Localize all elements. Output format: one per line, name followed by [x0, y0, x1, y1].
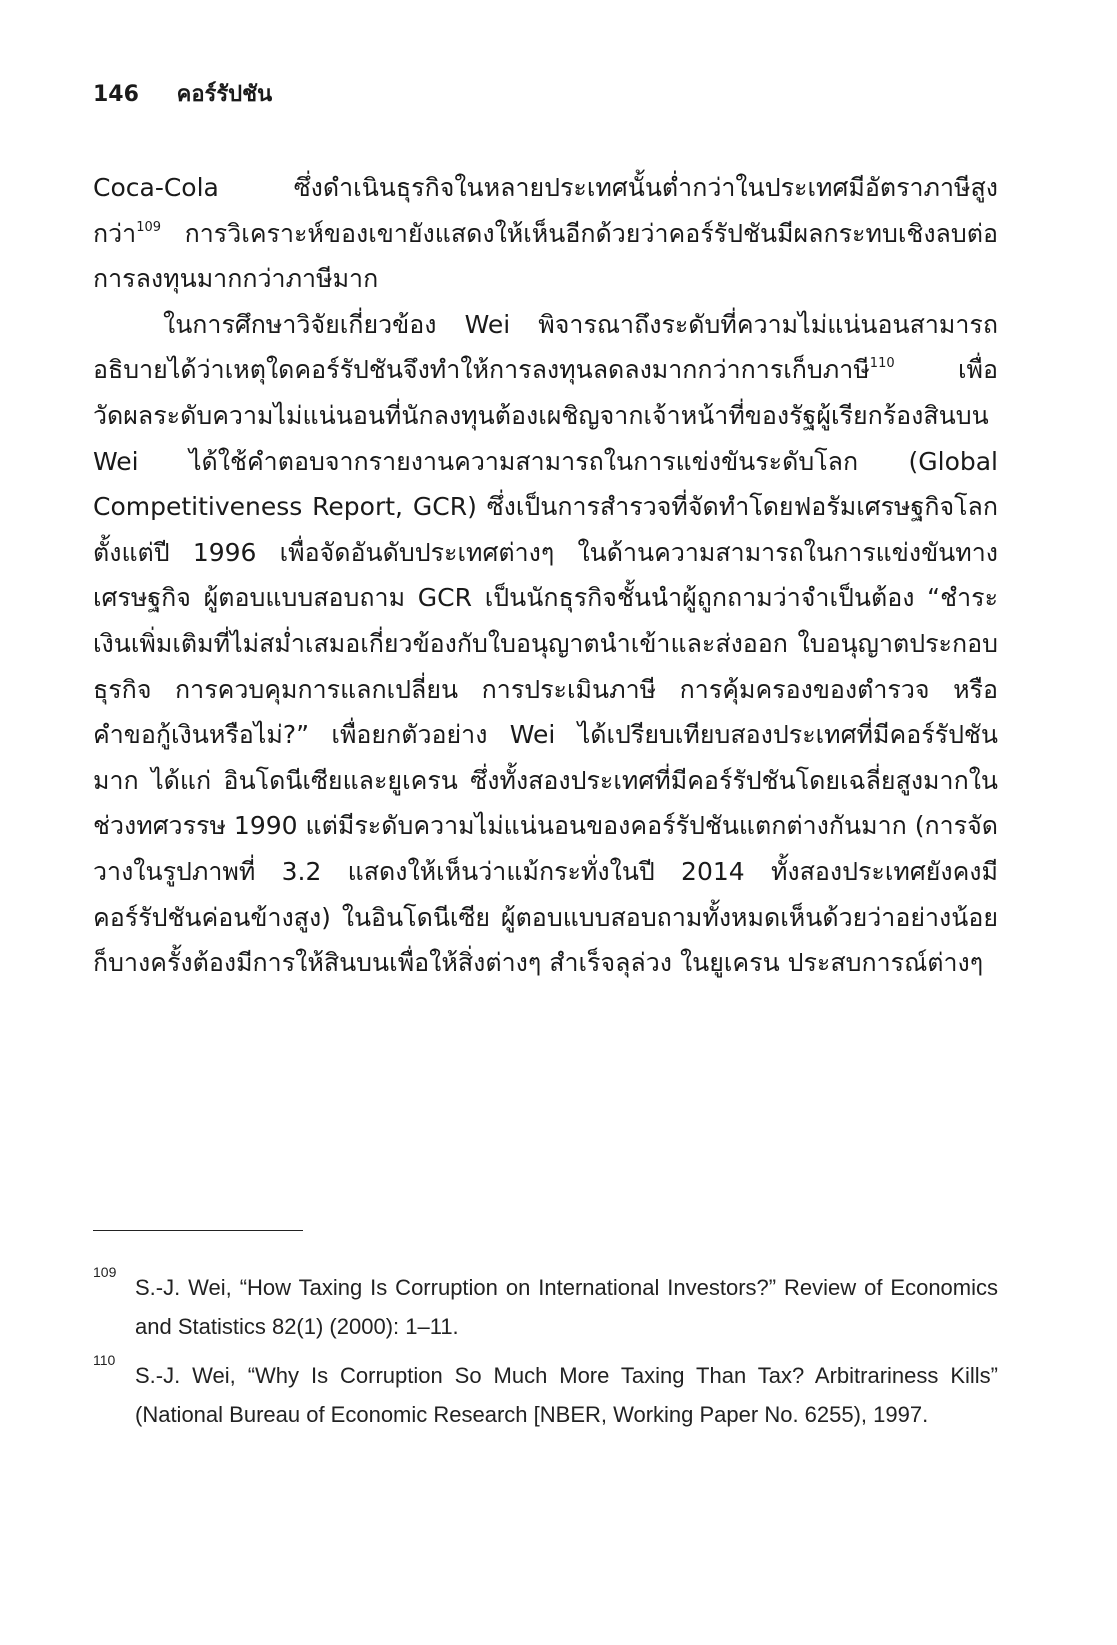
footnote-text: S.-J. Wei, “How Taxing Is Corruption on International Investors?” Review of Economics and Statistics 82(1) (2000): 1–11. — [135, 1275, 998, 1339]
paragraph-2 — [93, 302, 998, 986]
paragraph-2-text-a: ในการศึกษาวิจัยเกี่ยวข้อง Wei พิจารณาถึงระดับที่ความไม่แน่นอนสามารถอธิบายได้ว่าเหตุใดคอร์รัปชันจึงทำให้การลงทุนลดลงมากกว่าการเก็บภาษี — [93, 309, 998, 385]
page-number: 146 — [93, 82, 139, 107]
paragraph-1-text-b: การวิเคราะห์ของเขายังแสดงให้เห็นอีกด้วยว่าคอร์รัปชันมีผลกระทบเชิงลบต่อการลงทุนมากกว่าภาษีมาก — [93, 218, 998, 294]
body-text — [93, 165, 998, 986]
footnote-ref-109[interactable]: 109 — [136, 219, 162, 235]
footnote-ref-110[interactable]: 110 — [869, 356, 895, 372]
footnote-110 — [93, 1352, 998, 1434]
paragraph-1 — [93, 165, 998, 302]
footnote-divider — [93, 1230, 303, 1231]
running-title: คอร์รัปชัน — [176, 82, 273, 107]
footnote-109 — [93, 1264, 998, 1346]
paragraph-2-text-b: เพื่อวัดผลระดับความไม่แน่นอนที่นักลงทุนต้องเผชิญจากเจ้าหน้าที่ของรัฐผู้เรียกร้องสินบน Wei ได้ใช้คำตอบจากรายงานความสามารถในการแข่งขันระดับโลก (Global Competitiveness Report, GCR) ซึ่งเป็นการสำรวจที่จัดทำโดยฟอรัมเศรษฐกิจโลกตั้งแต่ปี 1996 เพื่อจัดอันดับประเทศต่างๆ ในด้านความสามารถในการแข่งขันทางเศรษฐกิจ ผู้ตอบแบบสอบถาม GCR เป็นนักธุรกิจชั้นนำผู้ถูกถามว่าจำเป็นต้อง “ชำระเงินเพิ่มเติมที่ไม่สม่ำเสมอเกี่ยวข้องกับใบอนุญาตนำเข้าและส่งออก ใบอนุญาตประกอบธุรกิจ การควบคุมการแลกเปลี่ยน การประเมินภาษี การคุ้มครองของตำรวจ หรือคำขอกู้เงินหรือไม่?” เพื่อยกตัวอย่าง Wei ได้เปรียบเทียบสองประเทศที่มีคอร์รัปชันมาก ได้แก่ อินโดนีเซียและยูเครน ซึ่งทั้งสองประเทศที่มีคอร์รัปชันโดยเฉลี่ยสูงมากในช่วงทศวรรษ 1990 แต่มีระดับความไม่แน่นอนของคอร์รัปชันแตกต่างกันมาก (การจัดวางในรูปภาพที่ 3.2 แสดงให้เห็นว่าแม้กระทั่งในปี 2014 ทั้งสองประเทศยังคงมีคอร์รัปชันค่อนข้างสูง) ในอินโดนีเซีย ผู้ตอบแบบสอบถามทั้งหมดเห็นด้วยว่าอย่างน้อยก็บางครั้งต้องมีการให้สินบนเพื่อให้สิ่งต่างๆ สำเร็จลุล่วง ในยูเครน ประสบการณ์ต่างๆ — [93, 355, 998, 978]
footnotes — [93, 1264, 998, 1444]
running-head — [93, 80, 272, 110]
footnote-number: 110 — [93, 1352, 116, 1368]
footnote-text: S.-J. Wei, “Why Is Corruption So Much More Taxing Than Tax? Arbitrariness Kills” (National Bureau of Economic Research [NBER, Working Paper No. 6255), 1997. — [135, 1363, 998, 1427]
paragraph-1-text-a: Coca-Cola ซึ่งดำเนินธุรกิจในหลายประเทศนั้นต่ำกว่าในประเทศมีอัตราภาษีสูงกว่า — [93, 173, 998, 248]
footnote-number: 109 — [93, 1264, 117, 1280]
